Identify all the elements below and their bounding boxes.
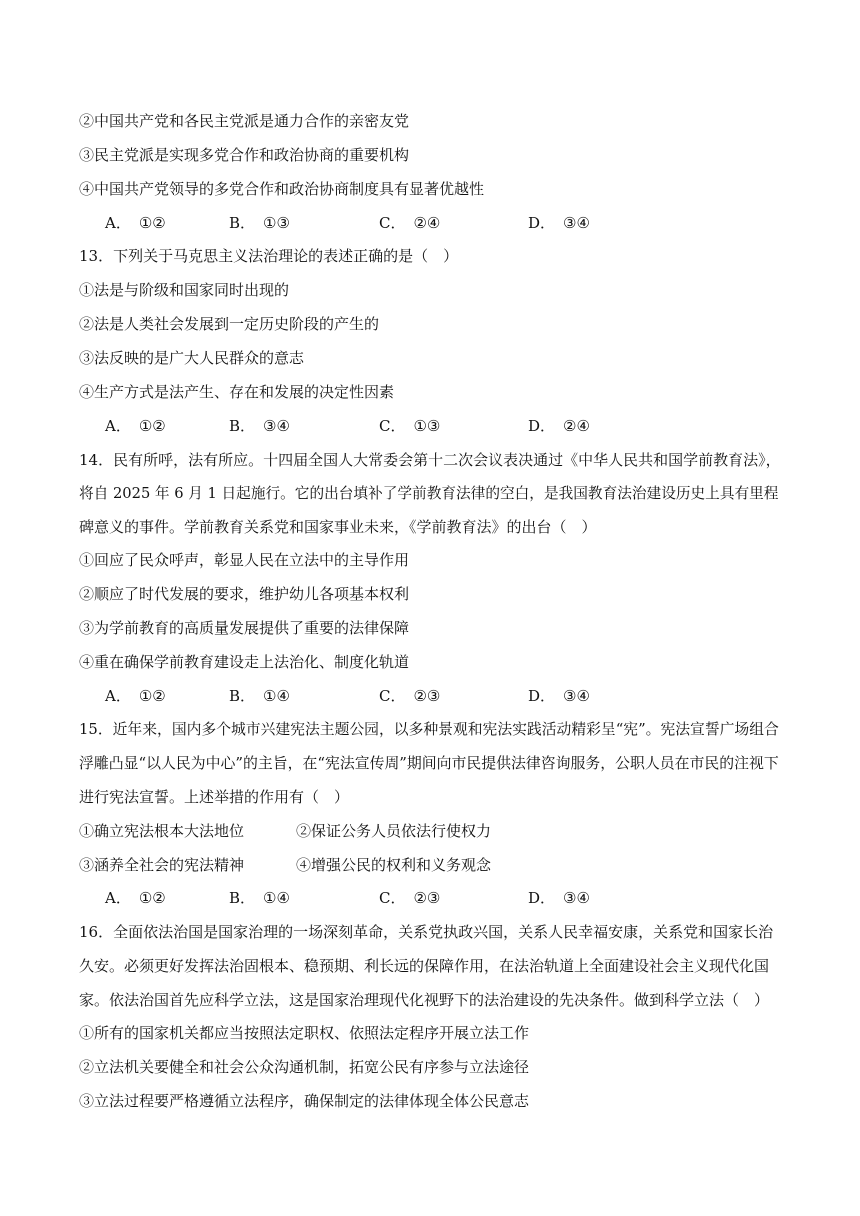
q13-item-1: ①法是与阶级和国家同时出现的 (79, 281, 290, 299)
q15-item-3: ③涵养全社会的宪法精神 (79, 856, 245, 874)
q14-item-4: ④重在确保学前教育建设走上法治化、制度化轨道 (79, 653, 410, 671)
q15-stem-line-2: 浮雕凸显“以人民为中心”的主旨，在“宪法宣传周”期间向市民提供法律咨询服务，公职人员在市民的注视下 (79, 754, 779, 772)
q12-option-c[interactable]: C． ②④ (379, 214, 441, 232)
q12-option-d[interactable]: D． ③④ (528, 214, 590, 232)
q16-stem-line-3: 家。依法治国首先应科学立法，这是国家治理现代化视野下的法治建设的先决条件。做到科学立法（ ） (79, 991, 770, 1009)
q12-item-2: ②中国共产党和各民主党派是通力合作的亲密友党 (79, 112, 410, 130)
q15-item-4: ④增强公民的权利和义务观念 (296, 856, 492, 874)
q14-option-c[interactable]: C． ②③ (379, 687, 441, 705)
q15-item-1: ①确立宪法根本大法地位 (79, 822, 245, 840)
q15-option-a[interactable]: A． ①② (105, 889, 166, 907)
q12-item-4: ④中国共产党领导的多党合作和政治协商制度具有显著优越性 (79, 180, 485, 198)
q12-item-3: ③民主党派是实现多党合作和政治协商的重要机构 (79, 146, 410, 164)
q14-option-b[interactable]: B． ①④ (229, 687, 290, 705)
q14-stem-line-3: 碑意义的事件。学前教育关系党和国家事业未来，《学前教育法》的出台（ ） (79, 518, 597, 536)
q12-option-b[interactable]: B． ①③ (229, 214, 290, 232)
q13-option-c[interactable]: C． ①③ (379, 417, 441, 435)
q16-stem-line-2: 久安。必须更好发挥法治固根本、稳预期、利长远的保障作用，在法治轨道上全面建设社会主义现代化国 (79, 957, 770, 975)
q16-stem-line-1: 16．全面依法治国是国家治理的一场深刻革命，关系党执政兴国，关系人民幸福安康，关系党和国家长治 (79, 923, 774, 941)
q16-item-1: ①所有的国家机关都应当按照法定职权、依照法定程序开展立法工作 (79, 1024, 530, 1042)
q15-option-c[interactable]: C． ②③ (379, 889, 441, 907)
q14-item-2: ②顺应了时代发展的要求，维护幼儿各项基本权利 (79, 585, 410, 603)
q13-item-2: ②法是人类社会发展到一定历史阶段的产生的 (79, 315, 380, 333)
q15-option-d[interactable]: D． ③④ (528, 889, 590, 907)
q14-item-3: ③为学前教育的高质量发展提供了重要的法律保障 (79, 619, 410, 637)
q13-option-b[interactable]: B． ③④ (229, 417, 290, 435)
q14-stem-line-2: 将自 2025 年 6 月 1 日起施行。它的出台填补了学前教育法律的空白，是我国教育法治建设历史上具有里程 (79, 485, 779, 502)
q16-item-2: ②立法机关要健全和社会公众沟通机制，拓宽公民有序参与立法途径 (79, 1058, 530, 1076)
q14-option-d[interactable]: D． ③④ (528, 687, 590, 705)
q15-items-row-1 (79, 821, 783, 841)
q14-stem-line-1: 14．民有所呼，法有所应。十四届全国人大常委会第十二次会议表决通过《中华人民共和国学前教育法》， (79, 451, 781, 469)
q13-option-d[interactable]: D． ②④ (528, 417, 590, 435)
q15-stem-line-3: 进行宪法宣誓。上述举措的作用有（ ） (79, 788, 350, 806)
q12-option-a[interactable]: A． ①② (105, 214, 166, 232)
q15-items-row-2 (79, 855, 783, 875)
q15-item-2: ②保证公务人员依法行使权力 (296, 822, 492, 840)
q13-stem: 13．下列关于马克思主义法治理论的表述正确的是（ ） (79, 247, 459, 265)
q14-option-a[interactable]: A． ①② (105, 687, 166, 705)
q15-option-b[interactable]: B． ①④ (229, 889, 290, 907)
q14-item-1: ①回应了民众呼声，彰显人民在立法中的主导作用 (79, 551, 410, 569)
q13-item-4: ④生产方式是法产生、存在和发展的决定性因素 (79, 383, 395, 401)
q15-stem-line-1: 15．近年来，国内多个城市兴建宪法主题公园，以多种景观和宪法实践活动精彩呈“宪”。宪法宣誓广场组合 (79, 721, 779, 738)
q13-option-a[interactable]: A． ①② (105, 417, 166, 435)
q16-item-3: ③立法过程要严格遵循立法程序，确保制定的法律体现全体公民意志 (79, 1092, 530, 1110)
q13-item-3: ③法反映的是广大人民群众的意志 (79, 349, 305, 367)
